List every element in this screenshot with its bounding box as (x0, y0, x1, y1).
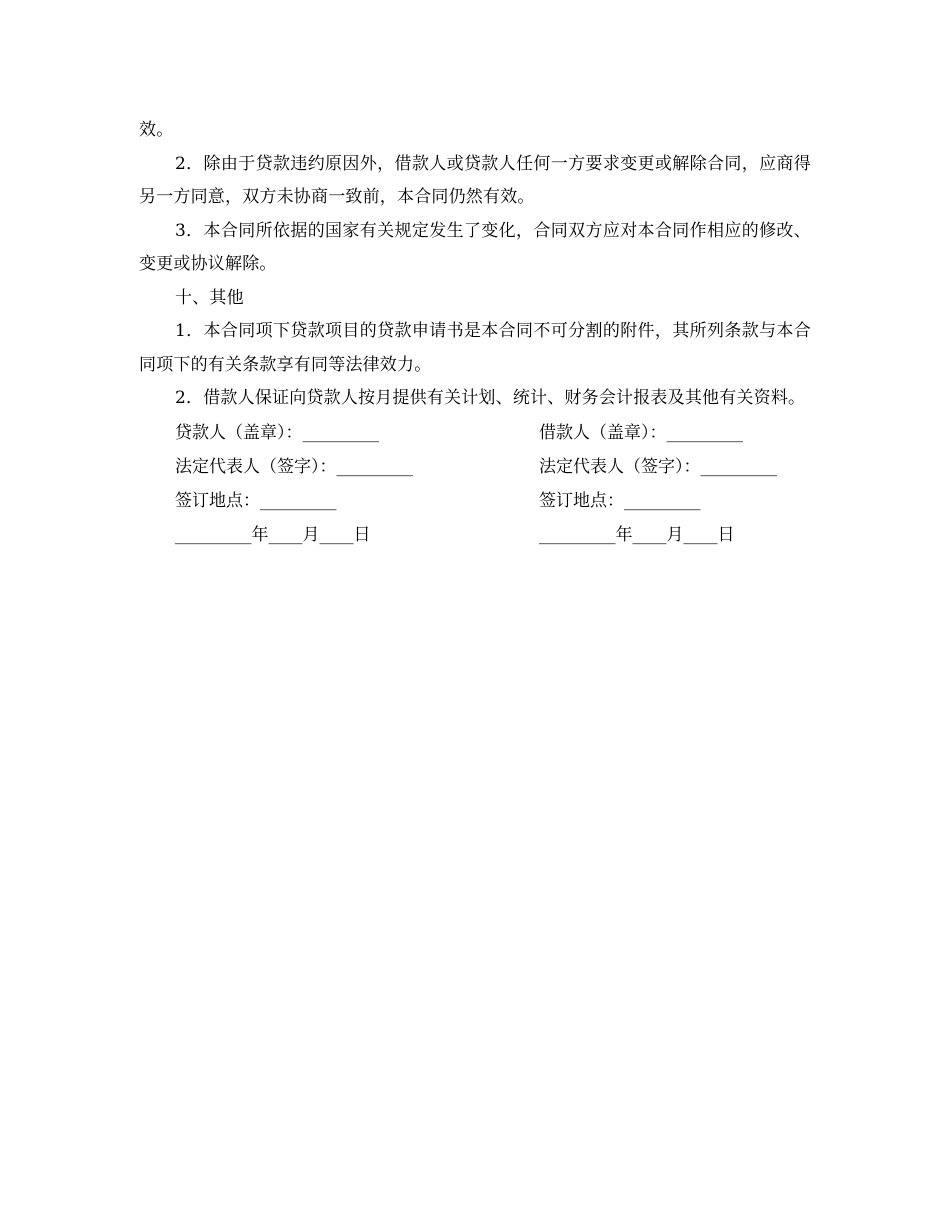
borrower-place-field: 签订地点：_________ (539, 490, 701, 511)
borrower-date-field: _________年____月____日 (539, 524, 735, 545)
section-heading-other: 十、其他 (175, 287, 244, 308)
signature-row-seal (139, 416, 811, 450)
lender-rep-field: 法定代表人（签字）：_________ (175, 456, 413, 477)
signature-row-place (139, 484, 811, 518)
signature-block (139, 416, 811, 552)
signature-row-date (139, 518, 811, 552)
document-page (139, 114, 811, 552)
borrower-rep-field: 法定代表人（签字）：_________ (539, 456, 777, 477)
lender-seal-field: 贷款人（盖章）：_________ (175, 422, 379, 443)
paragraph-clause-3-regulation: 3．本合同所依据的国家有关规定发生了变化，合同双方应对本合同作相应的修改、变更或协议解除。 (139, 220, 811, 274)
paragraph-clause-2-change: 2．除由于贷款违约原因外，借款人或贷款人任何一方要求变更或解除合同，应商得另一方同意，双方未协商一致前，本合同仍然有效。 (139, 153, 811, 207)
paragraph-clause-2-reports: 2．借款人保证向贷款人按月提供有关计划、统计、财务会计报表及其他有关资料。 (175, 388, 806, 408)
lender-place-field: 签订地点：_________ (175, 490, 337, 511)
signature-row-rep (139, 450, 811, 484)
paragraph-clause-1-annex: 1．本合同项下贷款项目的贷款申请书是本合同不可分割的附件，其所列条款与本合同项下的有关条款享有同等法律效力。 (139, 321, 811, 375)
borrower-seal-field: 借款人（盖章）：_________ (539, 422, 743, 443)
lender-date-field: _________年____月____日 (175, 524, 371, 545)
paragraph-continuation: 效。 (139, 120, 174, 140)
